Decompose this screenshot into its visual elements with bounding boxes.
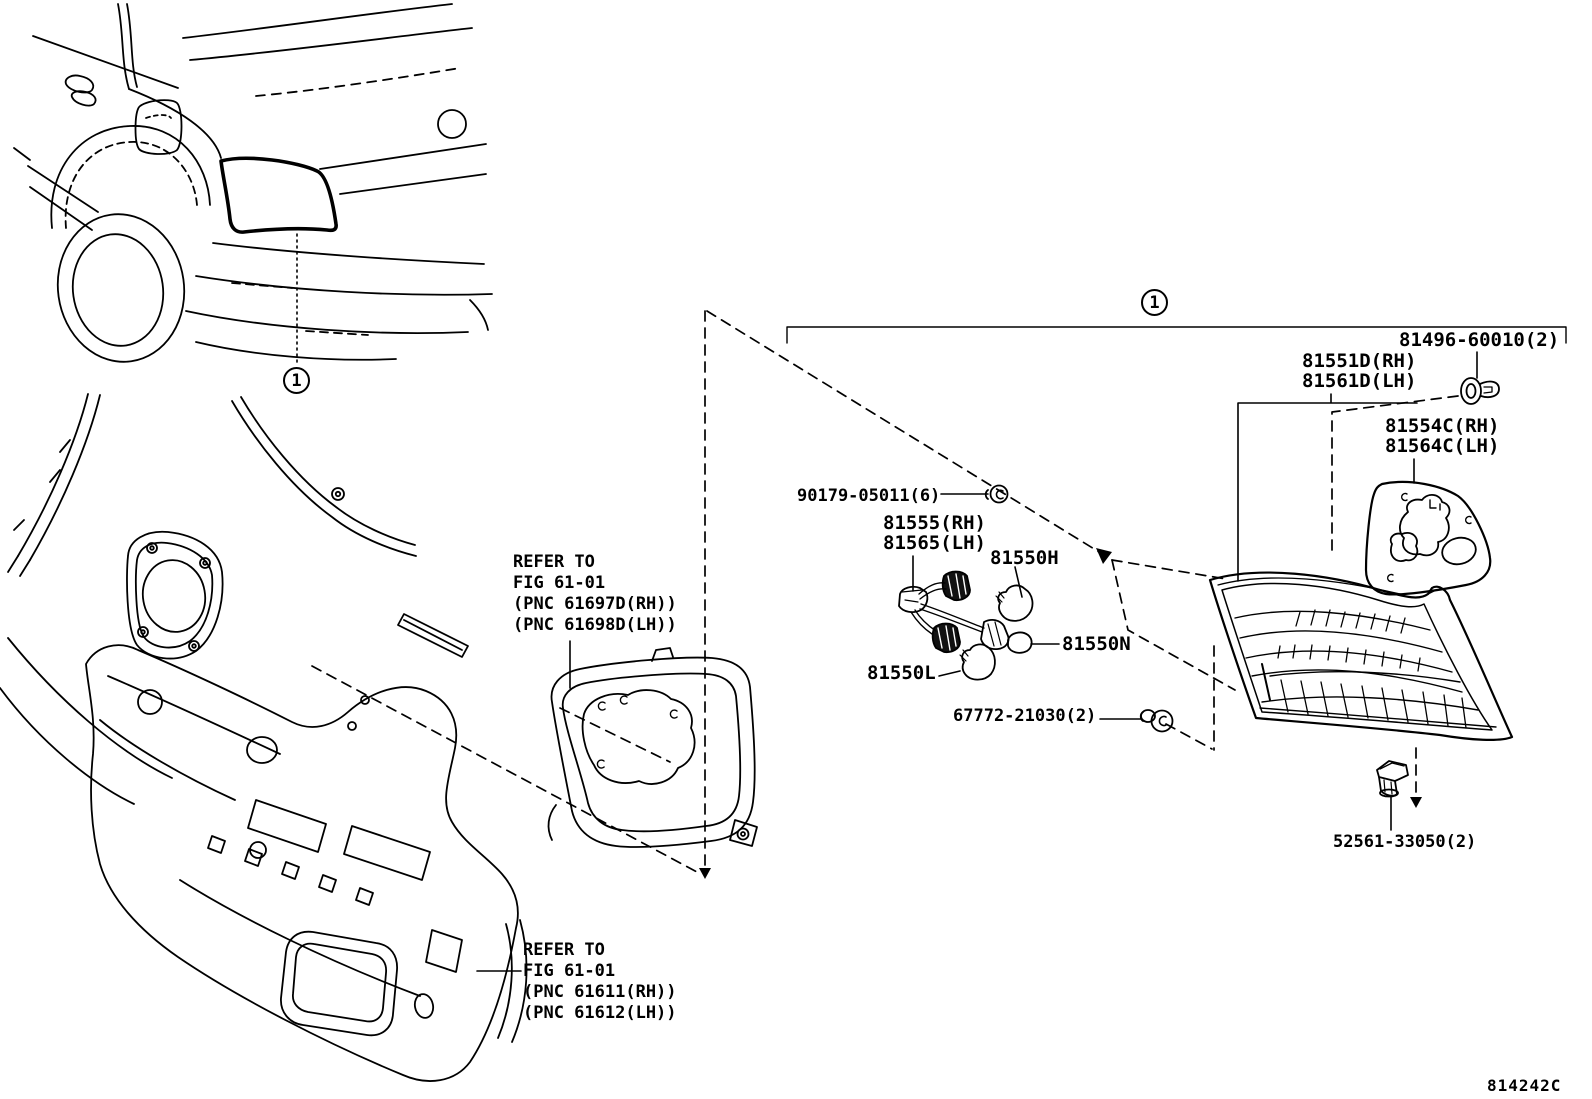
part-label-90179[interactable]: 90179-05011(6) <box>797 486 941 506</box>
bulb-81550h-drawing <box>998 585 1032 620</box>
tail-lamp-assembly-drawing <box>1210 573 1512 740</box>
fuel-filler-opening <box>137 555 211 637</box>
refer-note-upper <box>513 552 677 636</box>
part-label-81550h[interactable]: 81550H <box>990 547 1059 569</box>
lens-hatching <box>1278 610 1420 671</box>
part-label-81496[interactable]: 81496-60010(2) <box>1399 329 1560 351</box>
gasket-drawing <box>1366 482 1490 595</box>
refer-note-line: REFER TO <box>513 552 595 572</box>
bulb-81550l-drawing <box>962 644 995 679</box>
refer-note-line: (PNC 61611(RH)) <box>523 982 677 1002</box>
callout-1-car[interactable]: 1 <box>283 367 310 394</box>
part-label-81555[interactable]: 81555(RH) <box>883 512 986 534</box>
refer-note-line: (PNC 61697D(RH)) <box>513 594 677 614</box>
tail-lamp-location-outline <box>221 158 336 232</box>
part-label-81550l[interactable]: 81550L <box>867 662 936 684</box>
bolt-52561-icon <box>1377 761 1408 797</box>
quarter-panel-drawing <box>0 394 468 804</box>
part-label-52561[interactable]: 52561-33050(2) <box>1333 832 1477 852</box>
part-label-81561d[interactable]: 81561D(LH) <box>1302 370 1417 392</box>
bulb-81550n-drawing <box>1008 633 1032 653</box>
callout-1-bracket[interactable]: 1 <box>1141 289 1168 316</box>
inner-panel-drawing <box>86 645 527 1081</box>
refer-note-lower <box>523 940 677 1024</box>
refer-note-line: FIG 61-01 <box>513 573 606 593</box>
refer-note-line: FIG 61-01 <box>523 961 616 981</box>
part-label-67772[interactable]: 67772-21030(2) <box>953 706 1097 726</box>
refer-note-line: (PNC 61612(LH)) <box>523 1003 677 1023</box>
part-label-81565[interactable]: 81565(LH) <box>883 532 986 554</box>
part-label-81550n[interactable]: 81550N <box>1062 633 1131 655</box>
refer-note-line: (PNC 61698D(LH)) <box>513 615 677 635</box>
part-label-81564c[interactable]: 81564C(LH) <box>1385 435 1500 457</box>
car-rear-view-drawing <box>14 4 492 370</box>
part-label-81551d[interactable]: 81551D(RH) <box>1302 350 1417 372</box>
refer-note-line: REFER TO <box>523 940 605 960</box>
figure-code: 814242C <box>1487 1076 1562 1095</box>
lamp-housing-panel-drawing <box>549 648 757 847</box>
projection-dashed-lines <box>312 311 1458 872</box>
fuel-ring-screws <box>138 543 210 651</box>
clip-67772-icon <box>1141 710 1173 732</box>
part-label-81554c[interactable]: 81554C(RH) <box>1385 415 1500 437</box>
clip-81496-icon <box>1461 378 1499 404</box>
